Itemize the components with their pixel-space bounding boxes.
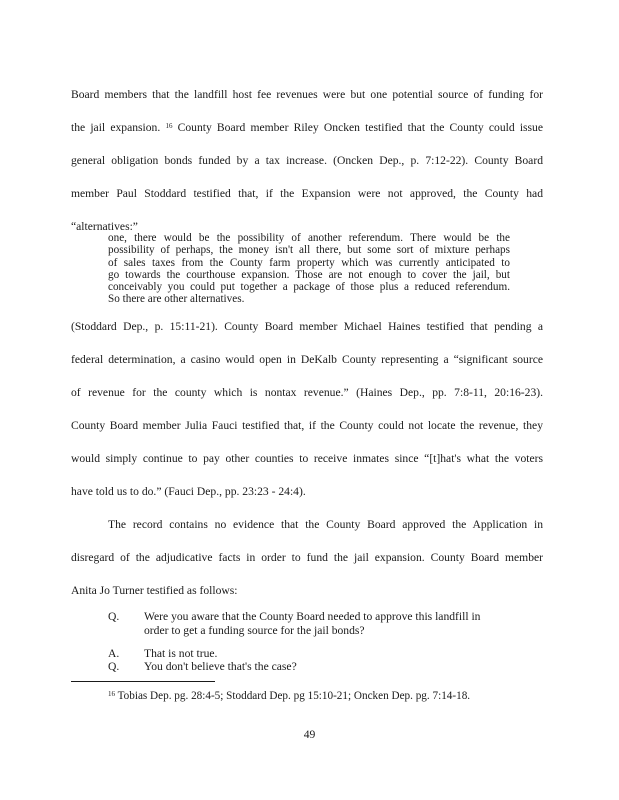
- quote-line: of sales taxes from the County farm property which was currently anticipated to: [108, 256, 510, 269]
- quote-line: go towards the courthouse expansion. Those are not enough to cover the jail, but: [108, 268, 510, 281]
- body-line: (Stoddard Dep., p. 15:11-21). County Board member Michael Haines testified that pending a: [71, 320, 543, 333]
- body-line: of revenue for the county which is nontax revenue.” (Haines Dep., pp. 7:8-11, 20:16-23).: [71, 386, 543, 399]
- body-line: general obligation bonds funded by a tax increase. (Oncken Dep., p. 7:12-22). County Board: [71, 154, 543, 167]
- body-line: Board members that the landfill host fee revenues were but one potential source of funding for: [71, 88, 543, 101]
- quote-line: possibility of perhaps, the money isn't all there, but some sort of mixture perhaps: [108, 244, 510, 257]
- body-line: [71, 121, 543, 135]
- body-line: member Paul Stoddard testified that, if the Expansion were not approved, the County had: [71, 187, 543, 200]
- body-text: County Board member Riley Oncken testified that the County could issue: [172, 121, 544, 134]
- quote-line: conceivably you could put together a package of those plus a reduced referendum.: [108, 281, 510, 294]
- qa-label: A.: [108, 647, 120, 660]
- body-line: Anita Jo Turner testified as follows:: [71, 584, 238, 597]
- qa-label: Q.: [108, 660, 120, 673]
- block-quote: [108, 232, 510, 306]
- footnote-reference: 16: [165, 122, 173, 130]
- body-line: would simply continue to pay other counties to receive inmates since “[t]hat's what the voters: [71, 452, 543, 465]
- body-line: have told us to do.” (Fauci Dep., pp. 23:23 - 24:4).: [71, 485, 306, 498]
- footnote: [108, 689, 470, 703]
- footnote-divider: [71, 681, 215, 682]
- footnote-number: 16: [108, 690, 115, 698]
- qa-text: order to get a funding source for the jail bonds?: [144, 624, 365, 637]
- body-line: disregard of the adjudicative facts in order to fund the jail expansion. County Board member: [71, 551, 543, 564]
- quote-line: So there are other alternatives.: [108, 293, 245, 306]
- body-line: “alternatives:”: [71, 220, 138, 233]
- qa-label: Q.: [108, 610, 120, 623]
- body-line: The record contains no evidence that the County Board approved the Application in: [108, 518, 543, 531]
- qa-text: You don't believe that's the case?: [144, 660, 297, 673]
- body-line: federal determination, a casino would open in DeKalb County representing a “significant source: [71, 353, 543, 366]
- footnote-text: Tobias Dep. pg. 28:4-5; Stoddard Dep. pg 15:10-21; Oncken Dep. pg. 7:14-18.: [115, 690, 471, 702]
- qa-text: Were you aware that the County Board needed to approve this landfill in: [144, 610, 481, 623]
- qa-text: That is not true.: [144, 647, 218, 660]
- quote-line: one, there would be the possibility of another referendum. There would be the: [108, 232, 510, 244]
- page-number: 49: [303, 728, 316, 741]
- body-line: County Board member Julia Fauci testified that, if the County could not locate the revenue, they: [71, 419, 543, 432]
- body-text: the jail expansion.: [71, 121, 161, 134]
